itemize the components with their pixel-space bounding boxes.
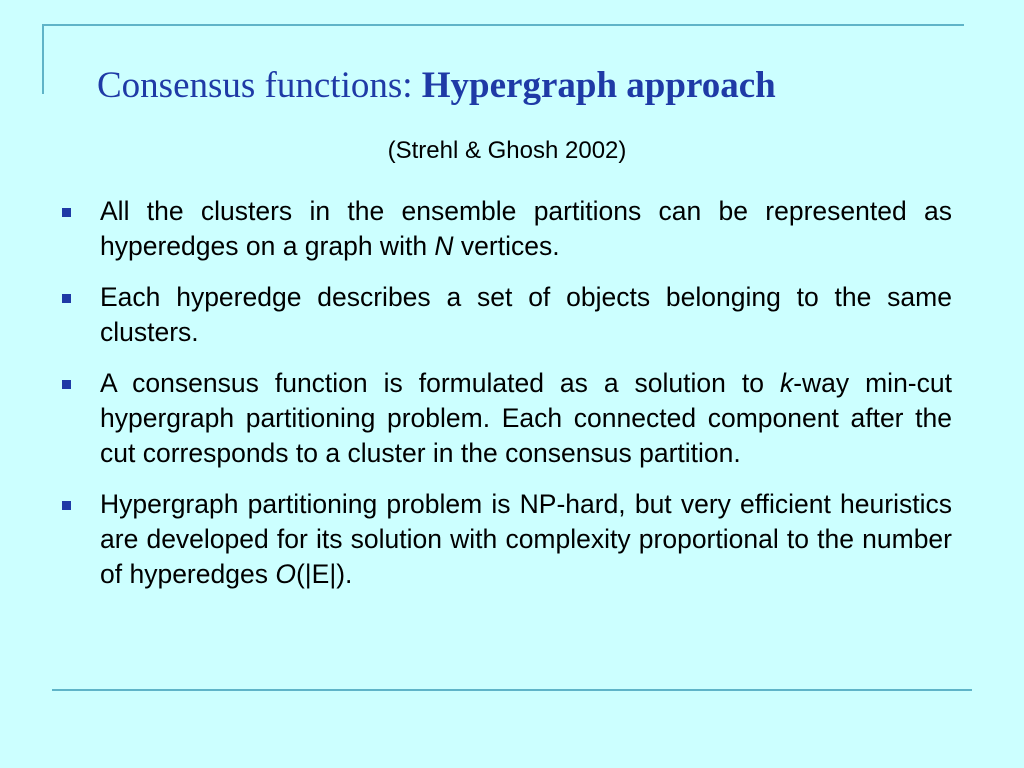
bullet-item: [62, 194, 952, 264]
bullet-italic-text: N: [434, 231, 454, 261]
frame-vertical-line: [42, 24, 44, 94]
bullet-text: All the clusters in the ensemble partitions can be represented as hyperedges on a graph with: [100, 196, 952, 261]
bullet-text: (|E|).: [295, 559, 353, 589]
square-bullet-icon: [62, 501, 71, 510]
slide-subtitle: (Strehl & Ghosh 2002): [387, 137, 627, 164]
square-bullet-icon: [62, 294, 71, 303]
frame-bottom-line: [52, 689, 972, 691]
bullet-item: [62, 487, 952, 592]
bullet-italic-text: k: [779, 368, 794, 398]
bullet-list: [62, 194, 952, 608]
slide-title: [97, 62, 977, 110]
bullet-text: Hypergraph partitioning problem is NP-hard, but very efficient heuristics are developed for its solution with complexity proportional to the number of hyperedges: [100, 489, 952, 589]
title-plain: Consensus functions:: [97, 65, 422, 106]
bullet-item: [62, 280, 952, 350]
square-bullet-icon: [62, 380, 71, 389]
bullet-text: -way min-cut hypergraph partitioning problem. Each connected component after the cut corresponds to a cluster in the consensus partition.: [100, 368, 952, 468]
title-bold: Hypergraph approach: [421, 65, 776, 106]
frame-top-line: [42, 24, 964, 26]
bullet-text: Each hyperedge describes a set of objects belonging to the same clusters.: [100, 282, 952, 347]
square-bullet-icon: [62, 208, 71, 217]
bullet-text: A consensus function is formulated as a solution to: [100, 368, 780, 398]
bullet-text: vertices.: [453, 231, 560, 261]
bullet-italic-text: O: [275, 559, 296, 589]
bullet-item: [62, 366, 952, 471]
